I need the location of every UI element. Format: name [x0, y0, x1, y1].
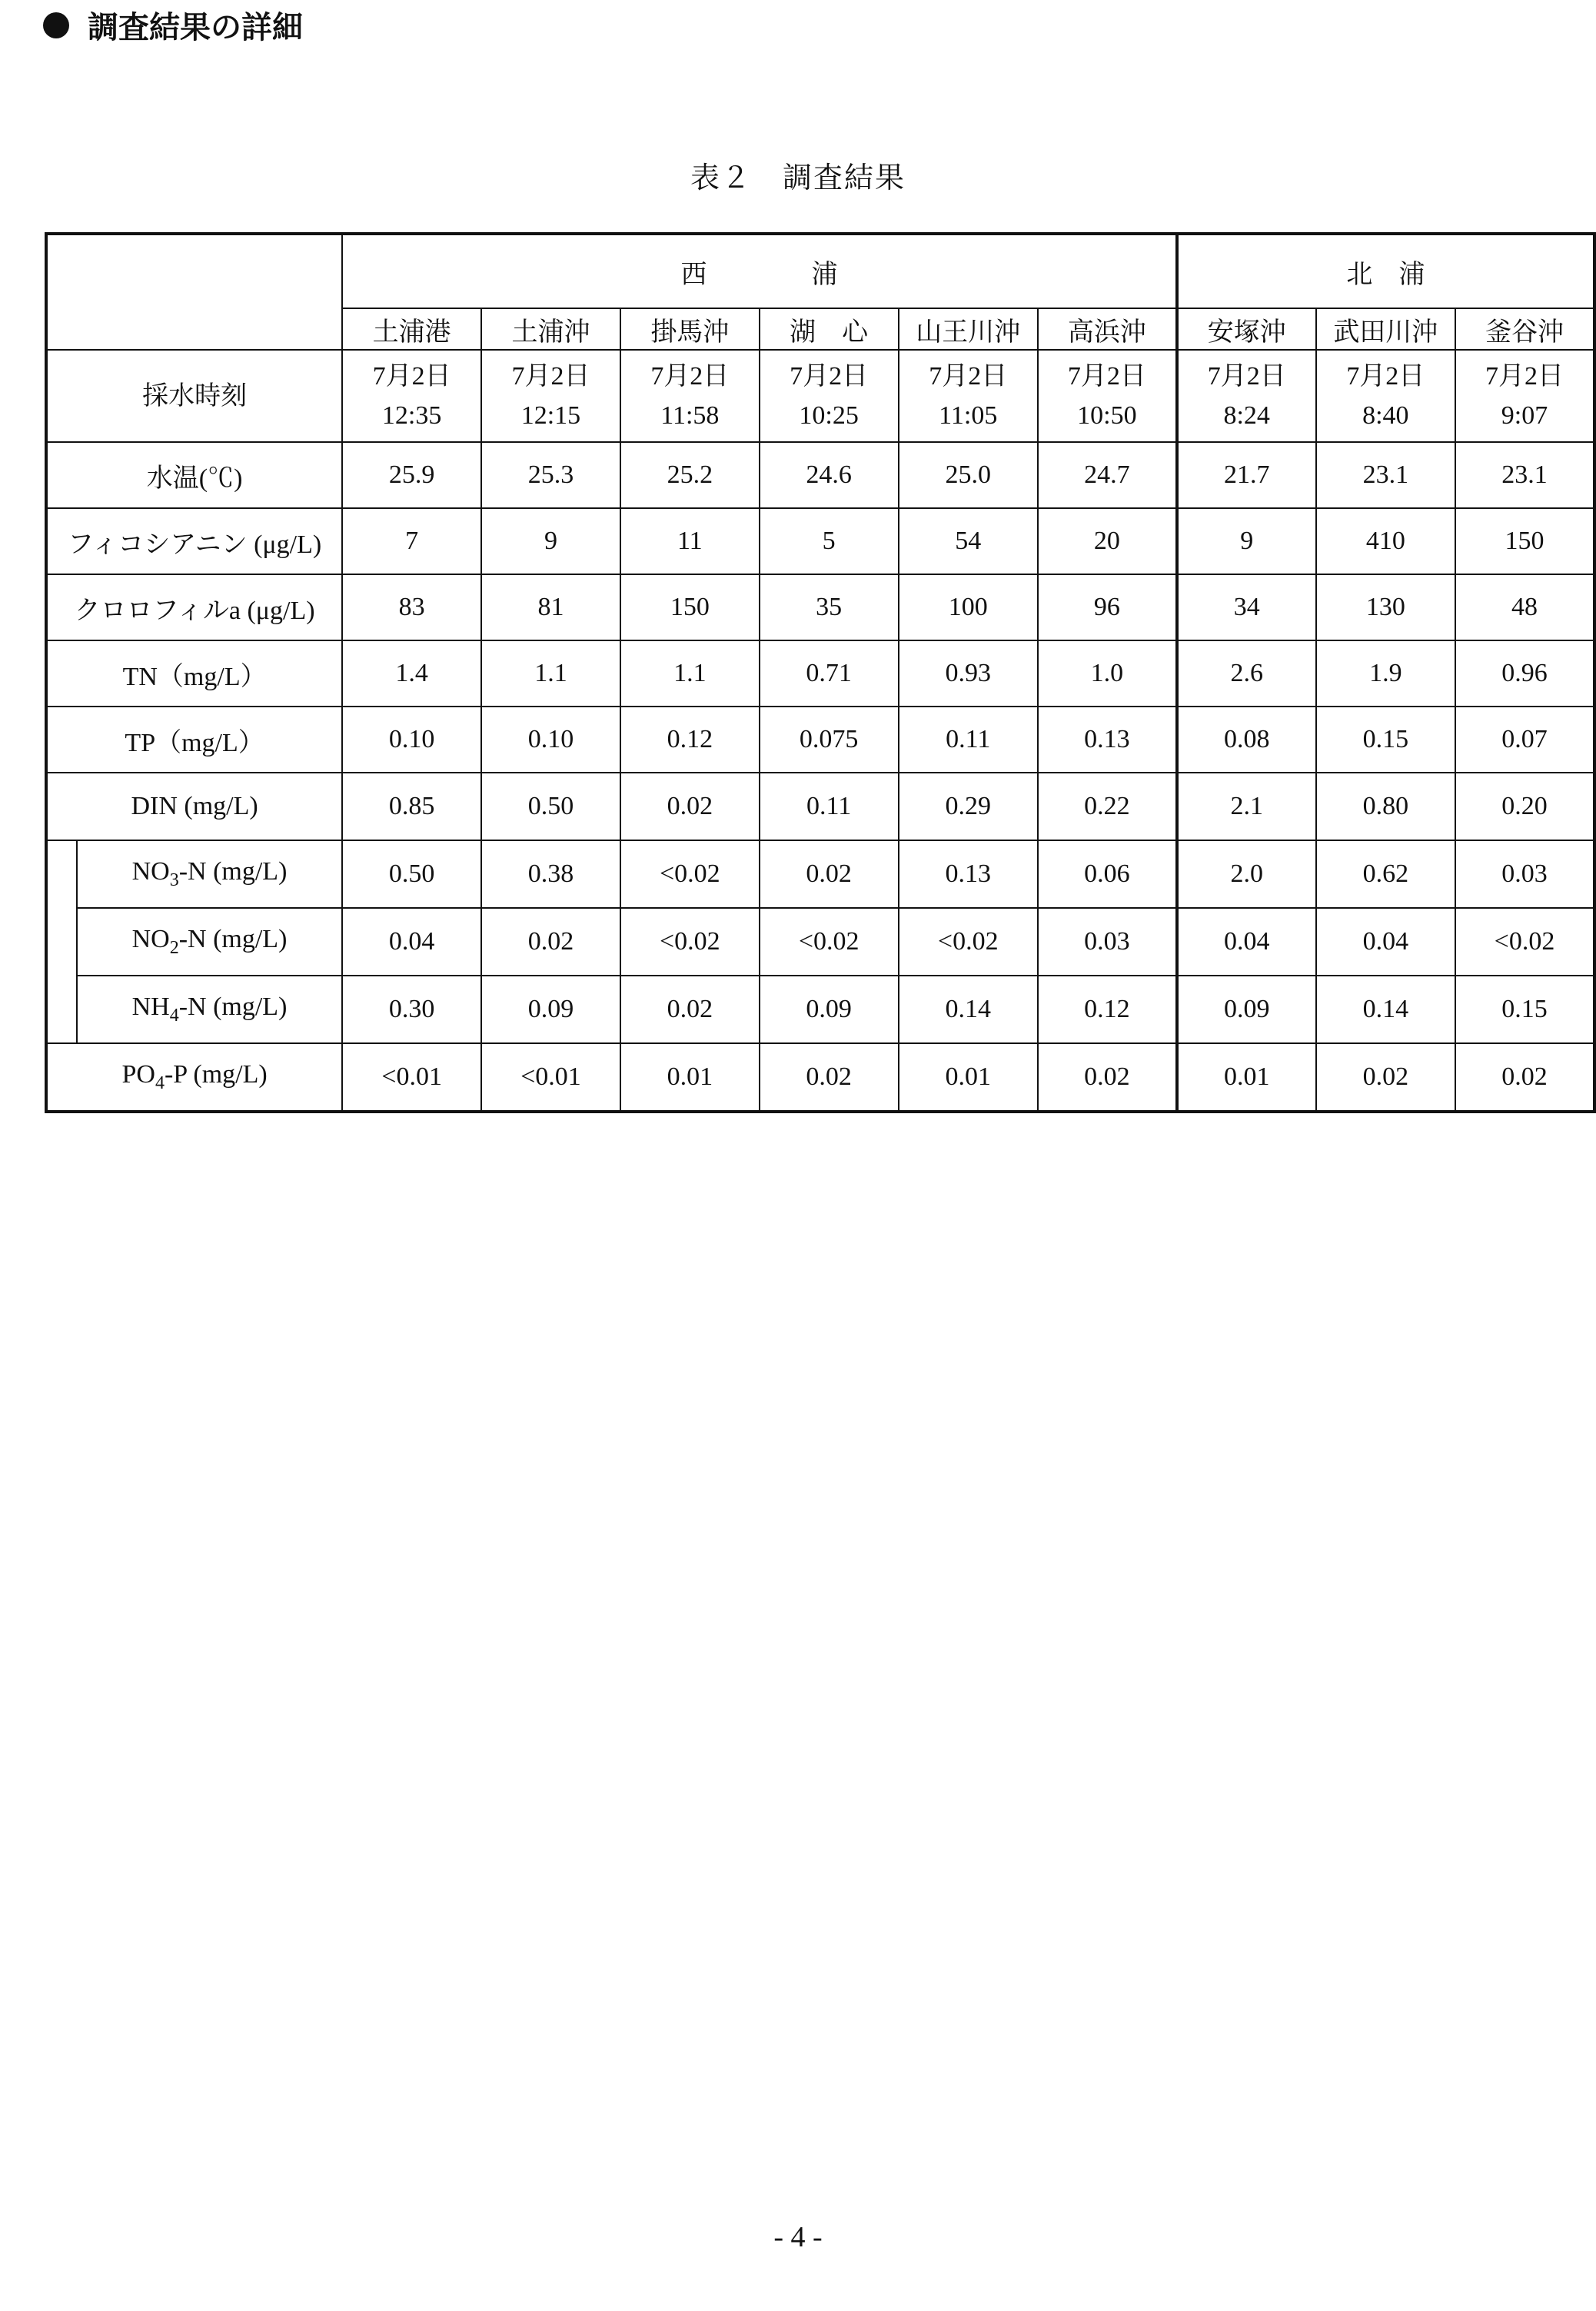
value-cell: 54 — [899, 508, 1038, 574]
site-name: 安塚沖 — [1177, 308, 1316, 350]
row-label-unit: -P (mg/L) — [164, 1060, 268, 1089]
value-cell: 0.30 — [342, 976, 481, 1043]
value-cell: 0.13 — [899, 840, 1038, 908]
value-cell: 25.3 — [481, 442, 620, 508]
row-label: 採水時刻 — [46, 350, 342, 442]
table-number: 表２ — [690, 161, 752, 195]
value-cell: 20 — [1038, 508, 1177, 574]
value-cell: 0.85 — [342, 773, 481, 840]
value-cell: 410 — [1316, 508, 1455, 574]
value-cell: 0.01 — [899, 1043, 1038, 1112]
value-cell: 0.62 — [1316, 840, 1455, 908]
value-cell: 0.04 — [1316, 908, 1455, 976]
value-cell: 0.02 — [1316, 1043, 1455, 1112]
row-label-unit: -N (mg/L) — [178, 993, 288, 1021]
value-cell: 48 — [1455, 574, 1594, 640]
site-name: 湖 心 — [760, 308, 899, 350]
value-cell: 83 — [342, 574, 481, 640]
site-name: 釜谷沖 — [1455, 308, 1594, 350]
value-cell: 25.0 — [899, 442, 1038, 508]
value-cell: 5 — [760, 508, 899, 574]
value-cell: 0.22 — [1038, 773, 1177, 840]
value-cell: <0.02 — [899, 908, 1038, 976]
value-cell: 24.6 — [760, 442, 899, 508]
value-cell: 11 — [620, 508, 760, 574]
value-cell: <0.02 — [1455, 908, 1594, 976]
value-cell: 0.04 — [1177, 908, 1316, 976]
bullet-icon — [43, 12, 69, 38]
value-cell: <0.02 — [620, 840, 760, 908]
time-cell — [620, 350, 760, 442]
value-cell: 0.02 — [620, 976, 760, 1043]
no3-row — [46, 840, 1594, 908]
phycocyanin-row — [46, 508, 1594, 574]
value-cell: 0.50 — [481, 773, 620, 840]
row-label-subscript: 4 — [155, 1073, 165, 1093]
value-cell: <0.01 — [342, 1043, 481, 1112]
value-cell: 0.10 — [342, 707, 481, 773]
value-cell: 81 — [481, 574, 620, 640]
value-cell: 9 — [1177, 508, 1316, 574]
region-west: 西 浦 — [342, 234, 1177, 308]
value-cell: 0.15 — [1316, 707, 1455, 773]
page-number: - 4 - — [773, 2221, 823, 2253]
nh4-row — [46, 976, 1594, 1043]
value-cell: 0.11 — [760, 773, 899, 840]
tp-row — [46, 707, 1594, 773]
value-cell: 24.7 — [1038, 442, 1177, 508]
row-label-unit: -N (mg/L) — [178, 857, 288, 886]
value-cell: 21.7 — [1177, 442, 1316, 508]
value-cell: 0.02 — [760, 840, 899, 908]
chlorophyll-row — [46, 574, 1594, 640]
value-cell: 0.08 — [1177, 707, 1316, 773]
tn-row — [46, 640, 1594, 707]
time-value: 10:50 — [1077, 401, 1137, 430]
water-temp-row — [46, 442, 1594, 508]
time-value: 9:07 — [1501, 401, 1548, 430]
value-cell: 0.14 — [899, 976, 1038, 1043]
value-cell: 0.09 — [1177, 976, 1316, 1043]
value-cell: 0.13 — [1038, 707, 1177, 773]
row-label: DIN (mg/L) — [46, 773, 342, 840]
time-cell — [899, 350, 1038, 442]
value-cell: 0.14 — [1316, 976, 1455, 1043]
value-cell: 34 — [1177, 574, 1316, 640]
time-cell — [1177, 350, 1316, 442]
value-cell: <0.02 — [760, 908, 899, 976]
value-cell: 23.1 — [1455, 442, 1594, 508]
section-heading — [43, 3, 303, 47]
site-name: 武田川沖 — [1316, 308, 1455, 350]
din-indent-spacer — [46, 840, 77, 1043]
site-name: 高浜沖 — [1038, 308, 1177, 350]
value-cell: 0.06 — [1038, 840, 1177, 908]
value-cell: 150 — [1455, 508, 1594, 574]
row-label-main: PO — [121, 1060, 155, 1089]
value-cell: 0.01 — [620, 1043, 760, 1112]
time-value: 8:40 — [1362, 401, 1409, 430]
date-value: 7月2日 — [511, 362, 590, 391]
site-name: 土浦沖 — [481, 308, 620, 350]
time-value: 12:35 — [381, 401, 442, 430]
value-cell: <0.01 — [481, 1043, 620, 1112]
value-cell: 0.71 — [760, 640, 899, 707]
time-cell — [342, 350, 481, 442]
value-cell: 96 — [1038, 574, 1177, 640]
value-cell: 0.11 — [899, 707, 1038, 773]
value-cell: 2.6 — [1177, 640, 1316, 707]
value-cell: <0.02 — [620, 908, 760, 976]
row-label-main: NH — [131, 993, 170, 1021]
value-cell: 0.29 — [899, 773, 1038, 840]
value-cell: 9 — [481, 508, 620, 574]
row-label: フィコシアニン (μg/L) — [46, 508, 342, 574]
date-value: 7月2日 — [1067, 362, 1146, 391]
site-name: 掛馬沖 — [620, 308, 760, 350]
row-label — [77, 908, 342, 976]
value-cell: 0.02 — [760, 1043, 899, 1112]
row-label — [46, 1043, 342, 1112]
time-value: 10:25 — [799, 401, 859, 430]
date-value: 7月2日 — [790, 362, 869, 391]
row-label-subscript: 2 — [169, 938, 179, 958]
row-label-subscript: 4 — [169, 1006, 179, 1026]
value-cell: 7 — [342, 508, 481, 574]
time-value: 12:15 — [520, 401, 581, 430]
value-cell: 1.9 — [1316, 640, 1455, 707]
time-cell — [1038, 350, 1177, 442]
corner-cell — [46, 234, 342, 350]
row-label-main: NO — [131, 925, 170, 953]
value-cell: 0.03 — [1455, 840, 1594, 908]
value-cell: 0.38 — [481, 840, 620, 908]
value-cell: 25.9 — [342, 442, 481, 508]
site-name: 山王川沖 — [899, 308, 1038, 350]
value-cell: 25.2 — [620, 442, 760, 508]
value-cell: 0.01 — [1177, 1043, 1316, 1112]
value-cell: 23.1 — [1316, 442, 1455, 508]
value-cell: 0.075 — [760, 707, 899, 773]
date-value: 7月2日 — [1485, 362, 1564, 391]
results-table — [45, 232, 1596, 1113]
time-cell — [1316, 350, 1455, 442]
region-header-row — [46, 234, 1594, 308]
value-cell: 0.12 — [620, 707, 760, 773]
table-caption — [0, 154, 1596, 196]
row-label-unit: -N (mg/L) — [178, 925, 288, 953]
value-cell: 1.1 — [481, 640, 620, 707]
value-cell: 2.0 — [1177, 840, 1316, 908]
row-label — [77, 976, 342, 1043]
value-cell: 0.93 — [899, 640, 1038, 707]
value-cell: 0.96 — [1455, 640, 1594, 707]
value-cell: 0.20 — [1455, 773, 1594, 840]
date-value: 7月2日 — [372, 362, 451, 391]
value-cell: 0.12 — [1038, 976, 1177, 1043]
region-north: 北 浦 — [1177, 234, 1594, 308]
date-value: 7月2日 — [1207, 362, 1286, 391]
value-cell: 0.02 — [620, 773, 760, 840]
value-cell: 130 — [1316, 574, 1455, 640]
po4-row — [46, 1043, 1594, 1112]
value-cell: 0.07 — [1455, 707, 1594, 773]
value-cell: 1.4 — [342, 640, 481, 707]
value-cell: 1.0 — [1038, 640, 1177, 707]
value-cell: 0.03 — [1038, 908, 1177, 976]
row-label — [77, 840, 342, 908]
row-label: TN（mg/L） — [46, 640, 342, 707]
value-cell: 0.02 — [1455, 1043, 1594, 1112]
value-cell: 2.1 — [1177, 773, 1316, 840]
value-cell: 0.50 — [342, 840, 481, 908]
value-cell: 0.80 — [1316, 773, 1455, 840]
value-cell: 0.09 — [760, 976, 899, 1043]
row-label-subscript: 3 — [169, 870, 179, 890]
sampling-time-row — [46, 350, 1594, 442]
time-value: 8:24 — [1223, 401, 1270, 430]
value-cell: 35 — [760, 574, 899, 640]
time-cell — [760, 350, 899, 442]
value-cell: 0.10 — [481, 707, 620, 773]
date-value: 7月2日 — [650, 362, 730, 391]
value-cell: 0.04 — [342, 908, 481, 976]
value-cell: 0.02 — [481, 908, 620, 976]
value-cell: 1.1 — [620, 640, 760, 707]
time-cell — [1455, 350, 1594, 442]
din-row — [46, 773, 1594, 840]
no2-row — [46, 908, 1594, 976]
site-name: 土浦港 — [342, 308, 481, 350]
value-cell: 0.09 — [481, 976, 620, 1043]
row-label: 水温(℃) — [46, 442, 342, 508]
value-cell: 100 — [899, 574, 1038, 640]
time-value: 11:05 — [939, 401, 998, 430]
time-cell — [481, 350, 620, 442]
table-title: 調査結果 — [783, 161, 906, 195]
date-value: 7月2日 — [1346, 362, 1425, 391]
row-label-main: NO — [131, 857, 170, 886]
time-value: 11:58 — [660, 401, 720, 430]
section-heading-text: 調査結果の詳細 — [88, 10, 303, 45]
value-cell: 0.02 — [1038, 1043, 1177, 1112]
row-label: クロロフィルa (μg/L) — [46, 574, 342, 640]
value-cell: 150 — [620, 574, 760, 640]
date-value: 7月2日 — [929, 362, 1008, 391]
row-label: TP（mg/L） — [46, 707, 342, 773]
value-cell: 0.15 — [1455, 976, 1594, 1043]
